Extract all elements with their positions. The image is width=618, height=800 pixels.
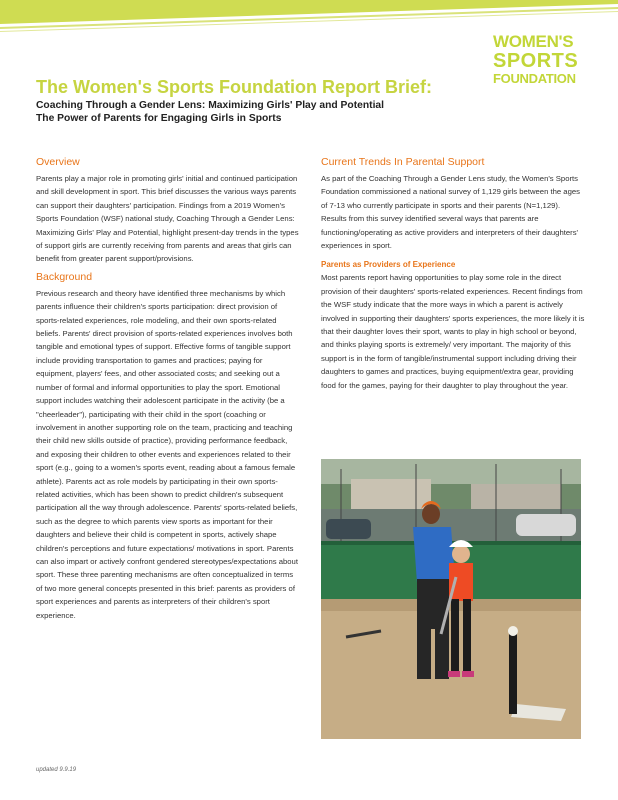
page-subtitle [36,99,384,125]
page-title: The Women's Sports Foundation Report Brief: [36,77,432,97]
trends-text: As part of the Coaching Through a Gender Lens study, the Women's Sports Foundation commissioned a national survey of 1,129 girls between the ages of 7-13 who currently participate in sports and their parents (N=1,129). Results from this survey identified several ways that parents are functioning/operating as active providers and interpreters of their daughters' experiences in sport. [321,174,580,251]
logo-line-3: FOUNDATION [493,71,576,86]
overview-text: Parents play a major role in promoting girls' initial and continued participation and skill development in sport. This brief discusses the various ways parents can support their daughters' participation. Findings from a 2019 Women's Sports Foundation (WSF) national study, Coaching Through a Gender Lens: Maximizing Girls' Play and Potential, highlight present-day trends in the types of support girls are currently receiving from parents and areas that girls can benefit from greater parent support/provisions. [36,174,299,264]
tee-ball-photo [321,459,581,739]
right-column [321,156,586,397]
background-heading: Background [36,270,93,283]
wsf-logo [493,33,589,85]
subtitle-line-1: Coaching Through a Gender Lens: Maximizing Girls' Play and Potential [36,100,385,111]
trends-heading: Current Trends In Parental Support [321,156,485,168]
left-column [36,156,301,627]
subtitle-line-2: The Power of Parents for Engaging Girls in Sports [36,113,282,124]
logo-line-1: WOMEN'S [493,32,574,51]
background-text: Previous research and theory have identified three mechanisms by which parents influence their children's sports participation: direct provision of sports-related experiences, role modeling, and their own sports-related beliefs. Parents' direct provision of sports-related experiences involves both tangible and emotional types of support. Effective forms of tangible support include providing transportation to games and practices; paying for equipment, players' fees, and other associated costs; and seeking out a number of formal and informal opportunities to play the sport. Emotional support includes watching their adolescent participate in the activity (be a "cheerleader"), participating with their child in the sport (coaching or involvement in another supporting role on the team, practicing and teaching their child new skills outside of practice), providing performance feedback, and exposing their children to other events and experiences related to their sport (e.g., going to a women's sports event, reading about a famous female athlete). Parents act as role models by participating in their own sports-related activities, which has been shown to predict children's subsequent participation all the way through adolescence. Parents' sports-related beliefs, such as the degree to which parents view sports as important for their daughters and believe their child is competent in sports, actively shape children's perceptions and future expectations/ motivations in sport. Parents can also impart or actively confront gendered stereotypes/expectations about sport. These three parenting mechanisms are often conceptualized in terms of two more general concepts presented in this brief: parents as providers of sport experiences and parents as interpreters of their children's sport experience. [36,288,298,620]
providers-text: Most parents report having opportunities to play some role in the direct provision of their daughters' sports-related experiences. Recent findings from the WSF study indicate that the more ways in which a parent is actively involved in supporting their daughters' sports experiences, the more likely it is that their daughter loves their sport, wants to play in high school or beyond, and thinks playing sports is extremely/ very important. The majority of this support is in the form of tangible/instrumental support including driving their daughters to games and practices, buying equipment/extra gear, providing food for the games, paying for their daughter to play throughout the year. [321,273,585,390]
updated-date: updated 9.9.19 [36,767,77,773]
tee-ball-illustration [321,459,581,739]
logo-line-2: SPORTS [493,50,579,72]
providers-heading: Parents as Providers of Experience [321,260,456,270]
overview-heading: Overview [36,156,80,168]
